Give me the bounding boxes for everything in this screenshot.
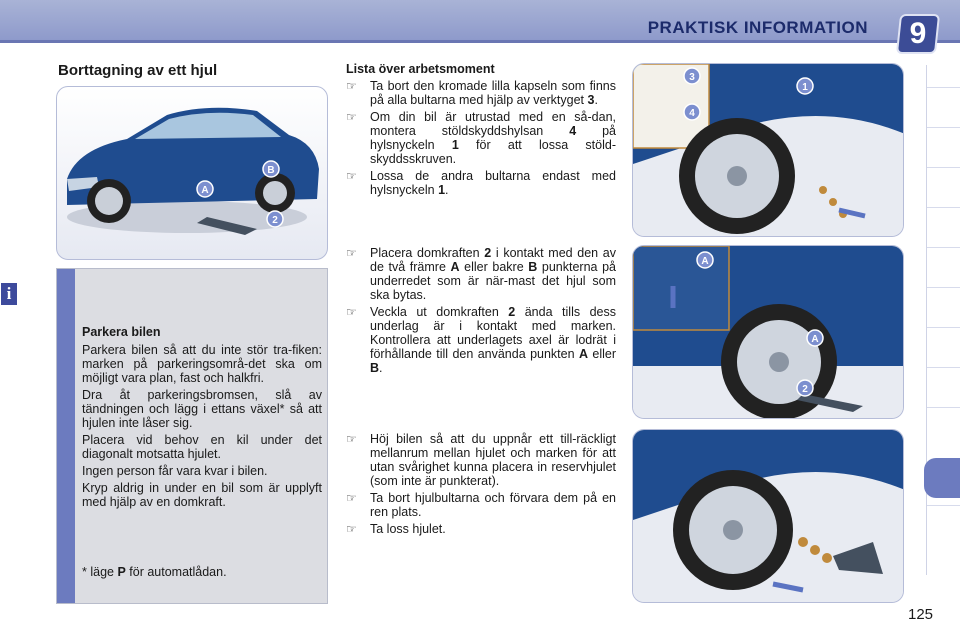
page-number: 125 xyxy=(908,606,934,623)
chapter-number: 9 xyxy=(909,17,927,50)
checklist-item: ☞ Placera domkraften 2 i kontakt med den av de två främre A eller bakre B punkterna på underredet som är när-mast det hjul som ska bytas. xyxy=(346,246,616,302)
checklist-heading: Lista över arbetsmoment xyxy=(346,62,495,76)
pointing-hand-icon: ☞ xyxy=(346,432,357,446)
checklist-item: ☞ Veckla ut domkraften 2 ända tills dess underlag är i kontakt med marken. Kontrollera att underlagets axel är lodrät i förhållande till den använda punkten A eller B. xyxy=(346,305,617,375)
pointing-hand-icon: ☞ xyxy=(346,246,357,260)
info-heading: Parkera bilen xyxy=(82,325,161,339)
pointing-hand-icon: ☞ xyxy=(346,522,357,536)
wheel-bolts-illustration xyxy=(632,63,904,237)
info-paragraph: Ingen person får vara kvar i bilen. xyxy=(82,464,268,478)
checklist-item: ☞ Ta bort hjulbultarna och förvara dem på en ren plats. xyxy=(346,491,616,519)
chapter-tab[interactable] xyxy=(927,207,960,247)
callout-4: 4 xyxy=(689,108,695,119)
callout-b: B xyxy=(267,165,275,176)
chapter-tabs xyxy=(926,65,960,575)
info-paragraph: Parkera bilen så att du inte stör tra-fiken: marken på parkeringsområ-det ska om möjligt vara plan, fast och halkfri. xyxy=(82,343,322,385)
checklist-item: ☞ Lossa de andra bultarna endast med hylsnyckeln 1. xyxy=(346,169,616,197)
info-content xyxy=(82,325,322,512)
chapter-tab[interactable] xyxy=(927,167,960,207)
jack-placement-illustration xyxy=(632,245,904,419)
chapter-tab[interactable] xyxy=(927,247,960,287)
chapter-number-badge xyxy=(896,14,940,54)
car-jacking-illustration xyxy=(56,86,328,260)
pointing-hand-icon: ☞ xyxy=(346,79,357,93)
checklist-group-3 xyxy=(346,432,616,539)
callout-2: 2 xyxy=(802,384,808,395)
chapter-tab[interactable] xyxy=(927,127,960,167)
info-stripe xyxy=(57,269,75,603)
header-stripe xyxy=(0,40,960,43)
checklist-group-1 xyxy=(346,62,616,200)
callout-a: A xyxy=(811,334,819,345)
pointing-hand-icon: ☞ xyxy=(346,169,357,183)
checklist-item: ☞ Ta loss hjulet. xyxy=(346,522,446,536)
checklist-group-2 xyxy=(346,246,616,378)
chapter-tab[interactable] xyxy=(927,407,960,447)
section-title: Borttagning av ett hjul xyxy=(58,62,218,79)
chapter-tab[interactable] xyxy=(927,367,960,407)
wheel-removal-illustration xyxy=(632,429,904,603)
callout-3: 3 xyxy=(689,72,695,83)
callout-2: 2 xyxy=(272,215,278,226)
chapter-tab[interactable] xyxy=(927,287,960,327)
pointing-hand-icon: ☞ xyxy=(346,305,357,319)
chapter-tab[interactable] xyxy=(927,327,960,367)
chapter-tab-active[interactable] xyxy=(924,458,960,498)
pointing-hand-icon: ☞ xyxy=(346,110,357,124)
footnote: * läge P för automatlådan. xyxy=(82,565,227,579)
info-paragraph: Dra åt parkeringsbromsen, slå av tändningen och lägg i ettans växel* så att hjulen inte låser sig. xyxy=(82,388,322,430)
checklist-item: ☞ Höj bilen så att du uppnår ett till-räckligt mellanrum mellan hjulet och marken för att utan svårighet kunna placera in reservhjulet (som inte är punkterat). xyxy=(346,432,616,488)
callout-a: A xyxy=(201,185,209,196)
info-paragraph: Kryp aldrig in under en bil som är upplyft med hjälp av en domkraft. xyxy=(82,481,322,509)
callout-a: A xyxy=(701,256,709,267)
callout-1: 1 xyxy=(802,82,808,93)
chapter-title: PRAKTISK INFORMATION xyxy=(647,18,868,37)
pointing-hand-icon: ☞ xyxy=(346,491,357,505)
page-header xyxy=(0,0,960,48)
checklist-item: ☞ Om din bil är utrustad med en så-dan, montera stöldskyddshylsan 4 på hylsnyckeln 1 för att lossa stöld-skyddsskruven. xyxy=(346,110,616,166)
checklist-item: ☞ Ta bort den kromade lilla kapseln som finns på alla bultarna med hjälp av verktyget 3. xyxy=(346,79,616,107)
info-icon: i xyxy=(0,281,19,307)
chapter-tab[interactable] xyxy=(927,505,960,545)
chapter-tab[interactable] xyxy=(927,87,960,127)
info-paragraph: Placera vid behov en kil under det diagonalt motsatta hjulet. xyxy=(82,433,322,461)
